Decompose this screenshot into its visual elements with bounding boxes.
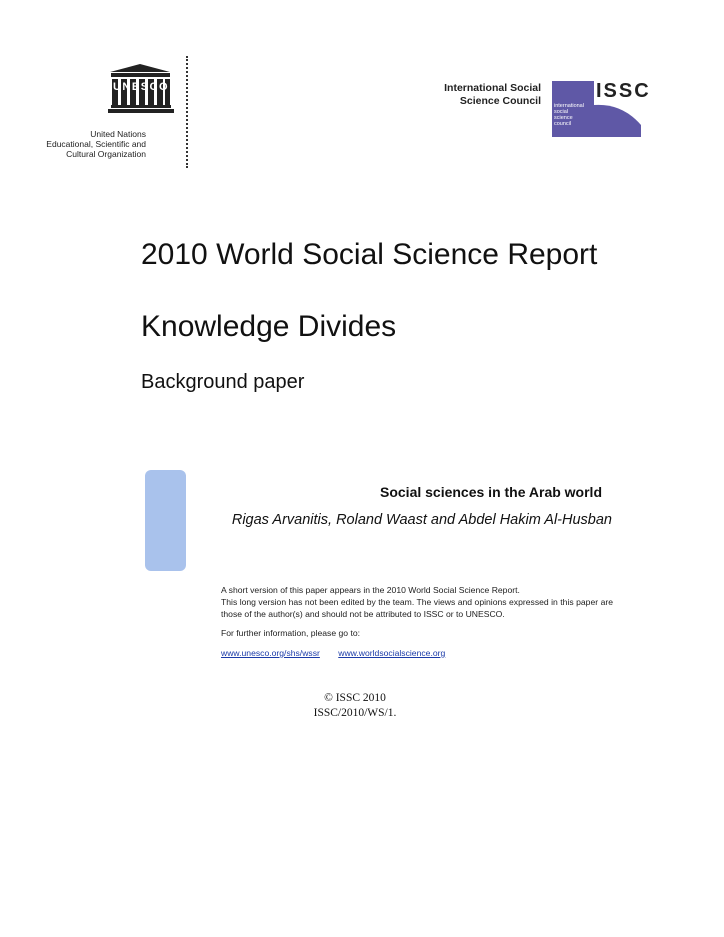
unesco-org-line-1: United Nations	[90, 129, 146, 139]
issc-logo	[552, 80, 651, 137]
paper-authors: Rigas Arvanitis, Roland Waast and Abdel Hakim Al-Husban	[231, 512, 612, 528]
issc-name-line-2: Science Council	[459, 95, 541, 107]
issc-mark-small-1: international	[554, 103, 584, 109]
document-code: ISSC/2010/WS/1.	[313, 707, 397, 719]
copyright-block	[140, 691, 570, 721]
unesco-logo	[46, 55, 192, 170]
links-row	[221, 647, 613, 659]
issc-mark-small-3: science	[554, 115, 573, 121]
issc-mark-small	[554, 103, 584, 127]
issc-mark-small-2: social	[554, 109, 569, 115]
disclaimer-note: This long version has not been edited by the team. The views and opinions expressed in this paper are those of the author(s) and should not be attributed to ISSC or to UNESCO.	[221, 597, 613, 619]
copyright-line: © ISSC 2010	[324, 692, 386, 704]
report-title: 2010 World Social Science Report	[141, 238, 598, 271]
short-version-note: A short version of this paper appears in the 2010 World Social Science Report.	[221, 585, 520, 595]
paper-title: Social sciences in the Arab world	[380, 484, 602, 500]
logo-separator	[186, 56, 188, 168]
issc-name	[400, 82, 541, 108]
paper-type: Background paper	[141, 371, 305, 393]
report-subtitle: Knowledge Divides	[141, 310, 397, 343]
further-info-note: For further information, please go to:	[221, 628, 361, 638]
issc-mark-text: ISSC	[596, 80, 651, 102]
unesco-wssr-link[interactable]: www.unesco.org/shs/wssr	[221, 648, 320, 658]
issc-mark-small-4: council	[554, 121, 572, 127]
world-social-science-link[interactable]: www.worldsocialscience.org	[338, 648, 446, 658]
unesco-org-line-3: Cultural Organization	[66, 149, 146, 159]
notes-block	[221, 584, 613, 659]
issc-name-line-1: International Social	[444, 82, 541, 94]
unesco-org-line-2: Educational, Scientific and	[46, 139, 146, 149]
unesco-logo-text: UNESCO	[112, 81, 170, 93]
